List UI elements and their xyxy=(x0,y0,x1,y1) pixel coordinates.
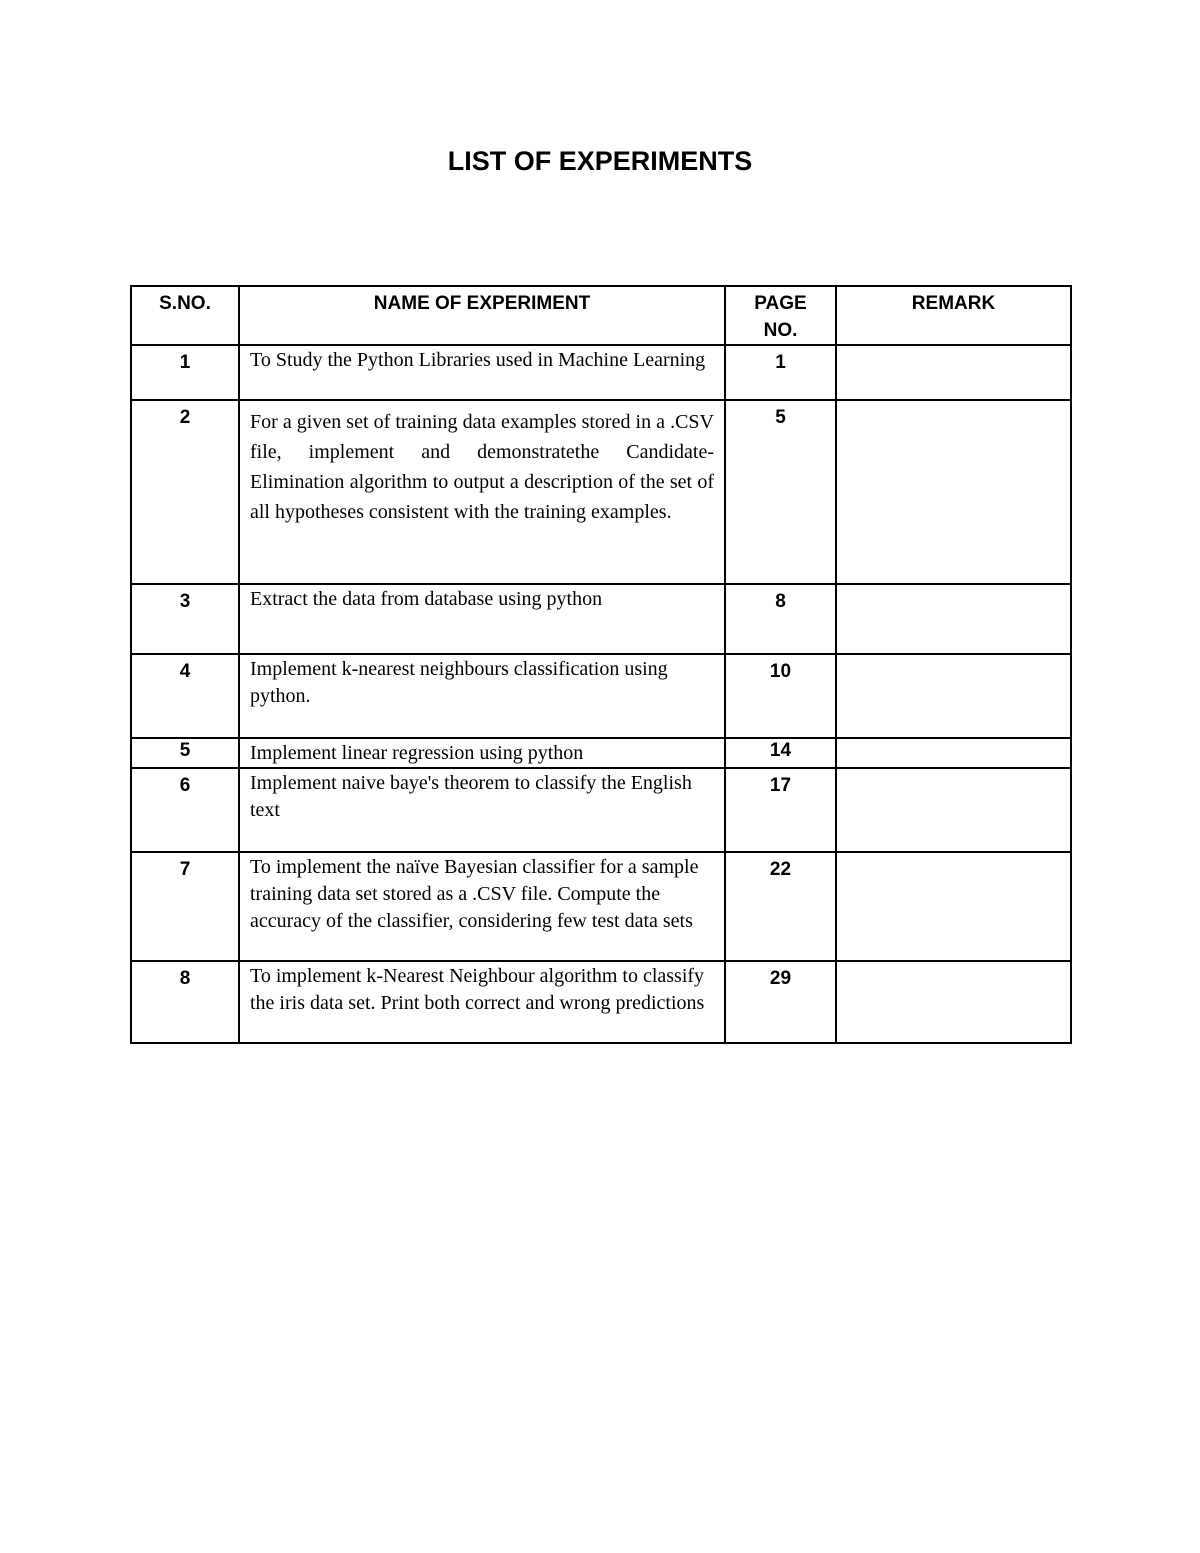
row-sno: 3 xyxy=(131,584,239,654)
row-page: 14 xyxy=(725,738,836,768)
table-row xyxy=(131,584,1071,654)
row-sno: 7 xyxy=(131,852,239,961)
header-name: NAME OF EXPERIMENT xyxy=(239,286,725,345)
page-title: LIST OF EXPERIMENTS xyxy=(447,146,753,176)
row-remark xyxy=(836,584,1071,654)
header-sno: S.NO. xyxy=(131,286,239,345)
row-remark xyxy=(836,961,1071,1043)
row-remark xyxy=(836,345,1071,400)
table-row xyxy=(131,738,1071,768)
row-page: 1 xyxy=(725,345,836,400)
row-name: To implement the naïve Bayesian classifier for a sample training data set stored as a .CSV file. Compute the accuracy of the classifier, considering few test data sets xyxy=(239,852,725,961)
row-name: Implement k-nearest neighbours classification using python. xyxy=(239,654,725,738)
row-page: 17 xyxy=(725,768,836,852)
row-page: 8 xyxy=(725,584,836,654)
row-remark xyxy=(836,768,1071,852)
row-sno: 1 xyxy=(131,345,239,400)
row-sno: 4 xyxy=(131,654,239,738)
row-page: 10 xyxy=(725,654,836,738)
row-name: For a given set of training data examples stored in a .CSV file, implement and demonstratethe Candidate-Elimination algorithm to output a description of the set of all hypotheses consistent with the training examples. xyxy=(239,400,725,584)
table-row xyxy=(131,852,1071,961)
row-remark xyxy=(836,400,1071,584)
table-row xyxy=(131,961,1071,1043)
row-sno: 6 xyxy=(131,768,239,852)
row-page: 5 xyxy=(725,400,836,584)
table-row xyxy=(131,654,1071,738)
header-remark: REMARK xyxy=(836,286,1071,345)
row-sno: 2 xyxy=(131,400,239,584)
row-name: To implement k-Nearest Neighbour algorithm to classify the iris data set. Print both correct and wrong predictions xyxy=(239,961,725,1043)
row-remark xyxy=(836,654,1071,738)
table-row xyxy=(131,400,1071,584)
row-page: 22 xyxy=(725,852,836,961)
table-row xyxy=(131,345,1071,400)
row-sno: 8 xyxy=(131,961,239,1043)
experiments-table xyxy=(130,285,1072,1044)
header-row xyxy=(131,286,1071,345)
row-name: Extract the data from database using python xyxy=(239,584,725,654)
row-page: 29 xyxy=(725,961,836,1043)
header-page: PAGE NO. xyxy=(725,286,836,345)
row-remark xyxy=(836,738,1071,768)
row-name: To Study the Python Libraries used in Machine Learning xyxy=(239,345,725,400)
row-sno: 5 xyxy=(131,738,239,768)
row-name: Implement linear regression using python xyxy=(239,738,725,768)
row-name: Implement naive baye's theorem to classify the English text xyxy=(239,768,725,852)
table-row xyxy=(131,768,1071,852)
row-remark xyxy=(836,852,1071,961)
